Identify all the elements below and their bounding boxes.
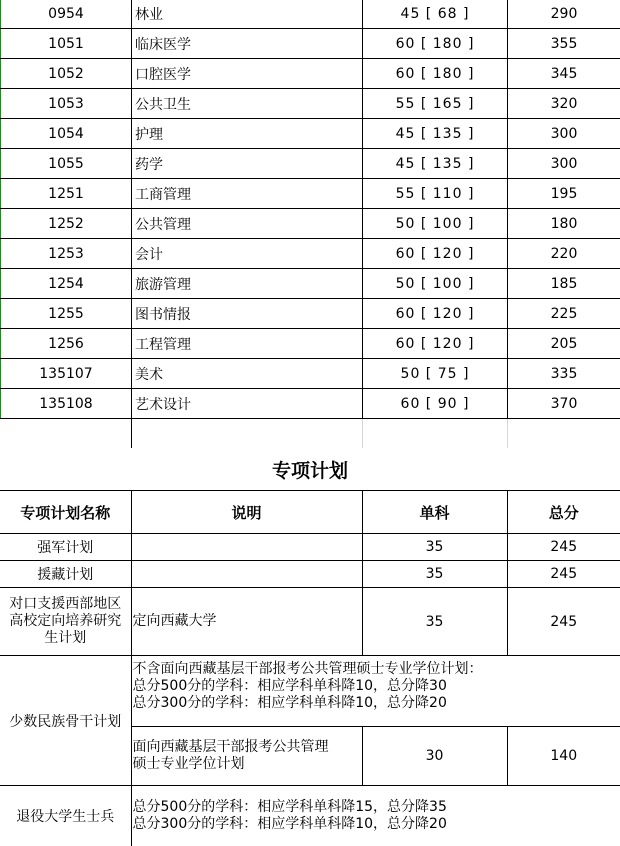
plan-description: [131, 727, 362, 786]
table-row: [1, 59, 620, 89]
description-line: 总分300分的学科：相应学科单科降10，总分降20: [133, 695, 620, 712]
plan-description: [131, 534, 362, 561]
table-row: [1, 359, 620, 389]
subject-name: 公共管理: [132, 209, 363, 239]
plan-name: 强军计划: [0, 534, 131, 561]
subject-code: 1055: [1, 149, 132, 179]
description-line: 面向西藏基层干部报考公共管理: [133, 739, 362, 756]
total-score-line: 300: [508, 149, 620, 179]
table-row: [0, 534, 620, 561]
single-subject-line: 50 [ 100 ]: [363, 209, 508, 239]
subject-name: 旅游管理: [132, 269, 363, 299]
single-score: 35: [362, 561, 507, 588]
spacer-row: [1, 419, 620, 449]
header-total: 总分: [507, 491, 620, 534]
single-subject-line: 45 [ 68 ]: [363, 0, 508, 29]
plan-name-line: 高校定向培养研究: [0, 613, 131, 630]
total-score-line: 335: [508, 359, 620, 389]
plan-name-line: 生计划: [0, 630, 131, 647]
table-row: [1, 299, 620, 329]
subject-code: 135108: [1, 389, 132, 419]
table-row: [1, 29, 620, 59]
table-row: [0, 656, 620, 727]
subject-name: 公共卫生: [132, 89, 363, 119]
table-row: [1, 269, 620, 299]
subject-name: 美术: [132, 359, 363, 389]
single-subject-line: 60 [ 120 ]: [363, 329, 508, 359]
plan-description: 定向西藏大学: [131, 588, 362, 656]
table-row: [1, 239, 620, 269]
total-score: 245: [507, 588, 620, 656]
table-row: [1, 119, 620, 149]
empty-cell: [1, 419, 132, 449]
plan-description: [131, 561, 362, 588]
single-subject-line: 60 [ 90 ]: [363, 389, 508, 419]
total-score: 245: [507, 534, 620, 561]
single-score: 35: [362, 534, 507, 561]
total-score-line: 345: [508, 59, 620, 89]
subject-name: 药学: [132, 149, 363, 179]
single-subject-line: 55 [ 110 ]: [363, 179, 508, 209]
single-subject-line: 60 [ 120 ]: [363, 299, 508, 329]
single-subject-line: 60 [ 180 ]: [363, 29, 508, 59]
subject-name: 口腔医学: [132, 59, 363, 89]
subject-name: 会计: [132, 239, 363, 269]
single-score: 35: [362, 588, 507, 656]
total-score: 140: [507, 727, 620, 786]
subject-code: 1251: [1, 179, 132, 209]
table-row: [0, 561, 620, 588]
plan-name: [0, 588, 131, 656]
table-row: [1, 329, 620, 359]
table-row: [0, 786, 620, 846]
single-subject-line: 45 [ 135 ]: [363, 149, 508, 179]
description-line: 不含面向西藏基层干部报考公共管理硕士专业学位计划：: [133, 661, 620, 678]
subject-code: 1054: [1, 119, 132, 149]
description-line: 总分500分的学科：相应学科单科降10，总分降30: [133, 678, 620, 695]
subject-code: 1253: [1, 239, 132, 269]
empty-cell: [508, 419, 620, 449]
header-row: [0, 491, 620, 534]
table-row: [0, 588, 620, 656]
empty-cell: [132, 419, 363, 449]
total-score-line: 195: [508, 179, 620, 209]
subject-code: 1254: [1, 269, 132, 299]
total-score-line: 355: [508, 29, 620, 59]
empty-cell: [363, 419, 508, 449]
total-score-line: 205: [508, 329, 620, 359]
section-title: 专项计划: [0, 456, 620, 483]
single-score: 30: [362, 727, 507, 786]
subject-code: 1053: [1, 89, 132, 119]
total-score-line: 300: [508, 119, 620, 149]
table-row: [1, 149, 620, 179]
table-row: [1, 179, 620, 209]
subject-code: 1256: [1, 329, 132, 359]
subject-name: 工程管理: [132, 329, 363, 359]
subject-code: 135107: [1, 359, 132, 389]
total-score-line: 220: [508, 239, 620, 269]
subject-code: 1252: [1, 209, 132, 239]
single-subject-line: 45 [ 135 ]: [363, 119, 508, 149]
plan-name-line: 对口支援西部地区: [0, 596, 131, 613]
single-subject-line: 50 [ 75 ]: [363, 359, 508, 389]
subject-code: 0954: [1, 0, 132, 29]
single-subject-line: 60 [ 120 ]: [363, 239, 508, 269]
subject-name: 图书情报: [132, 299, 363, 329]
description-line: 总分500分的学科：相应学科单科降15，总分降35: [133, 799, 620, 816]
single-subject-line: 60 [ 180 ]: [363, 59, 508, 89]
special-plan-table: [0, 490, 620, 846]
subject-name: 临床医学: [132, 29, 363, 59]
description-line: 总分300分的学科：相应学科单科降10，总分降20: [133, 816, 620, 833]
header-plan-name: 专项计划名称: [0, 491, 131, 534]
subject-code: 1255: [1, 299, 132, 329]
plan-name: 少数民族骨干计划: [0, 656, 131, 786]
plan-description: [131, 656, 620, 727]
subject-name: 林业: [132, 0, 363, 29]
header-single-subject: 单科: [362, 491, 507, 534]
table-row: [1, 89, 620, 119]
total-score: 245: [507, 561, 620, 588]
header-description: 说明: [131, 491, 362, 534]
total-score-line: 185: [508, 269, 620, 299]
plan-name: 退役大学生士兵: [0, 786, 131, 846]
total-score-line: 225: [508, 299, 620, 329]
plan-name: 援藏计划: [0, 561, 131, 588]
subject-name: 护理: [132, 119, 363, 149]
table-row: [1, 0, 620, 29]
plan-description: [131, 786, 620, 846]
total-score-line: 320: [508, 89, 620, 119]
subject-code: 1051: [1, 29, 132, 59]
single-subject-line: 50 [ 100 ]: [363, 269, 508, 299]
description-line: 硕士专业学位计划: [133, 756, 362, 773]
table-row: [1, 209, 620, 239]
total-score-line: 180: [508, 209, 620, 239]
subject-name: 工商管理: [132, 179, 363, 209]
total-score-line: 370: [508, 389, 620, 419]
table-row: [1, 389, 620, 419]
total-score-line: 290: [508, 0, 620, 29]
subject-name: 艺术设计: [132, 389, 363, 419]
subject-code: 1052: [1, 59, 132, 89]
single-subject-line: 55 [ 165 ]: [363, 89, 508, 119]
